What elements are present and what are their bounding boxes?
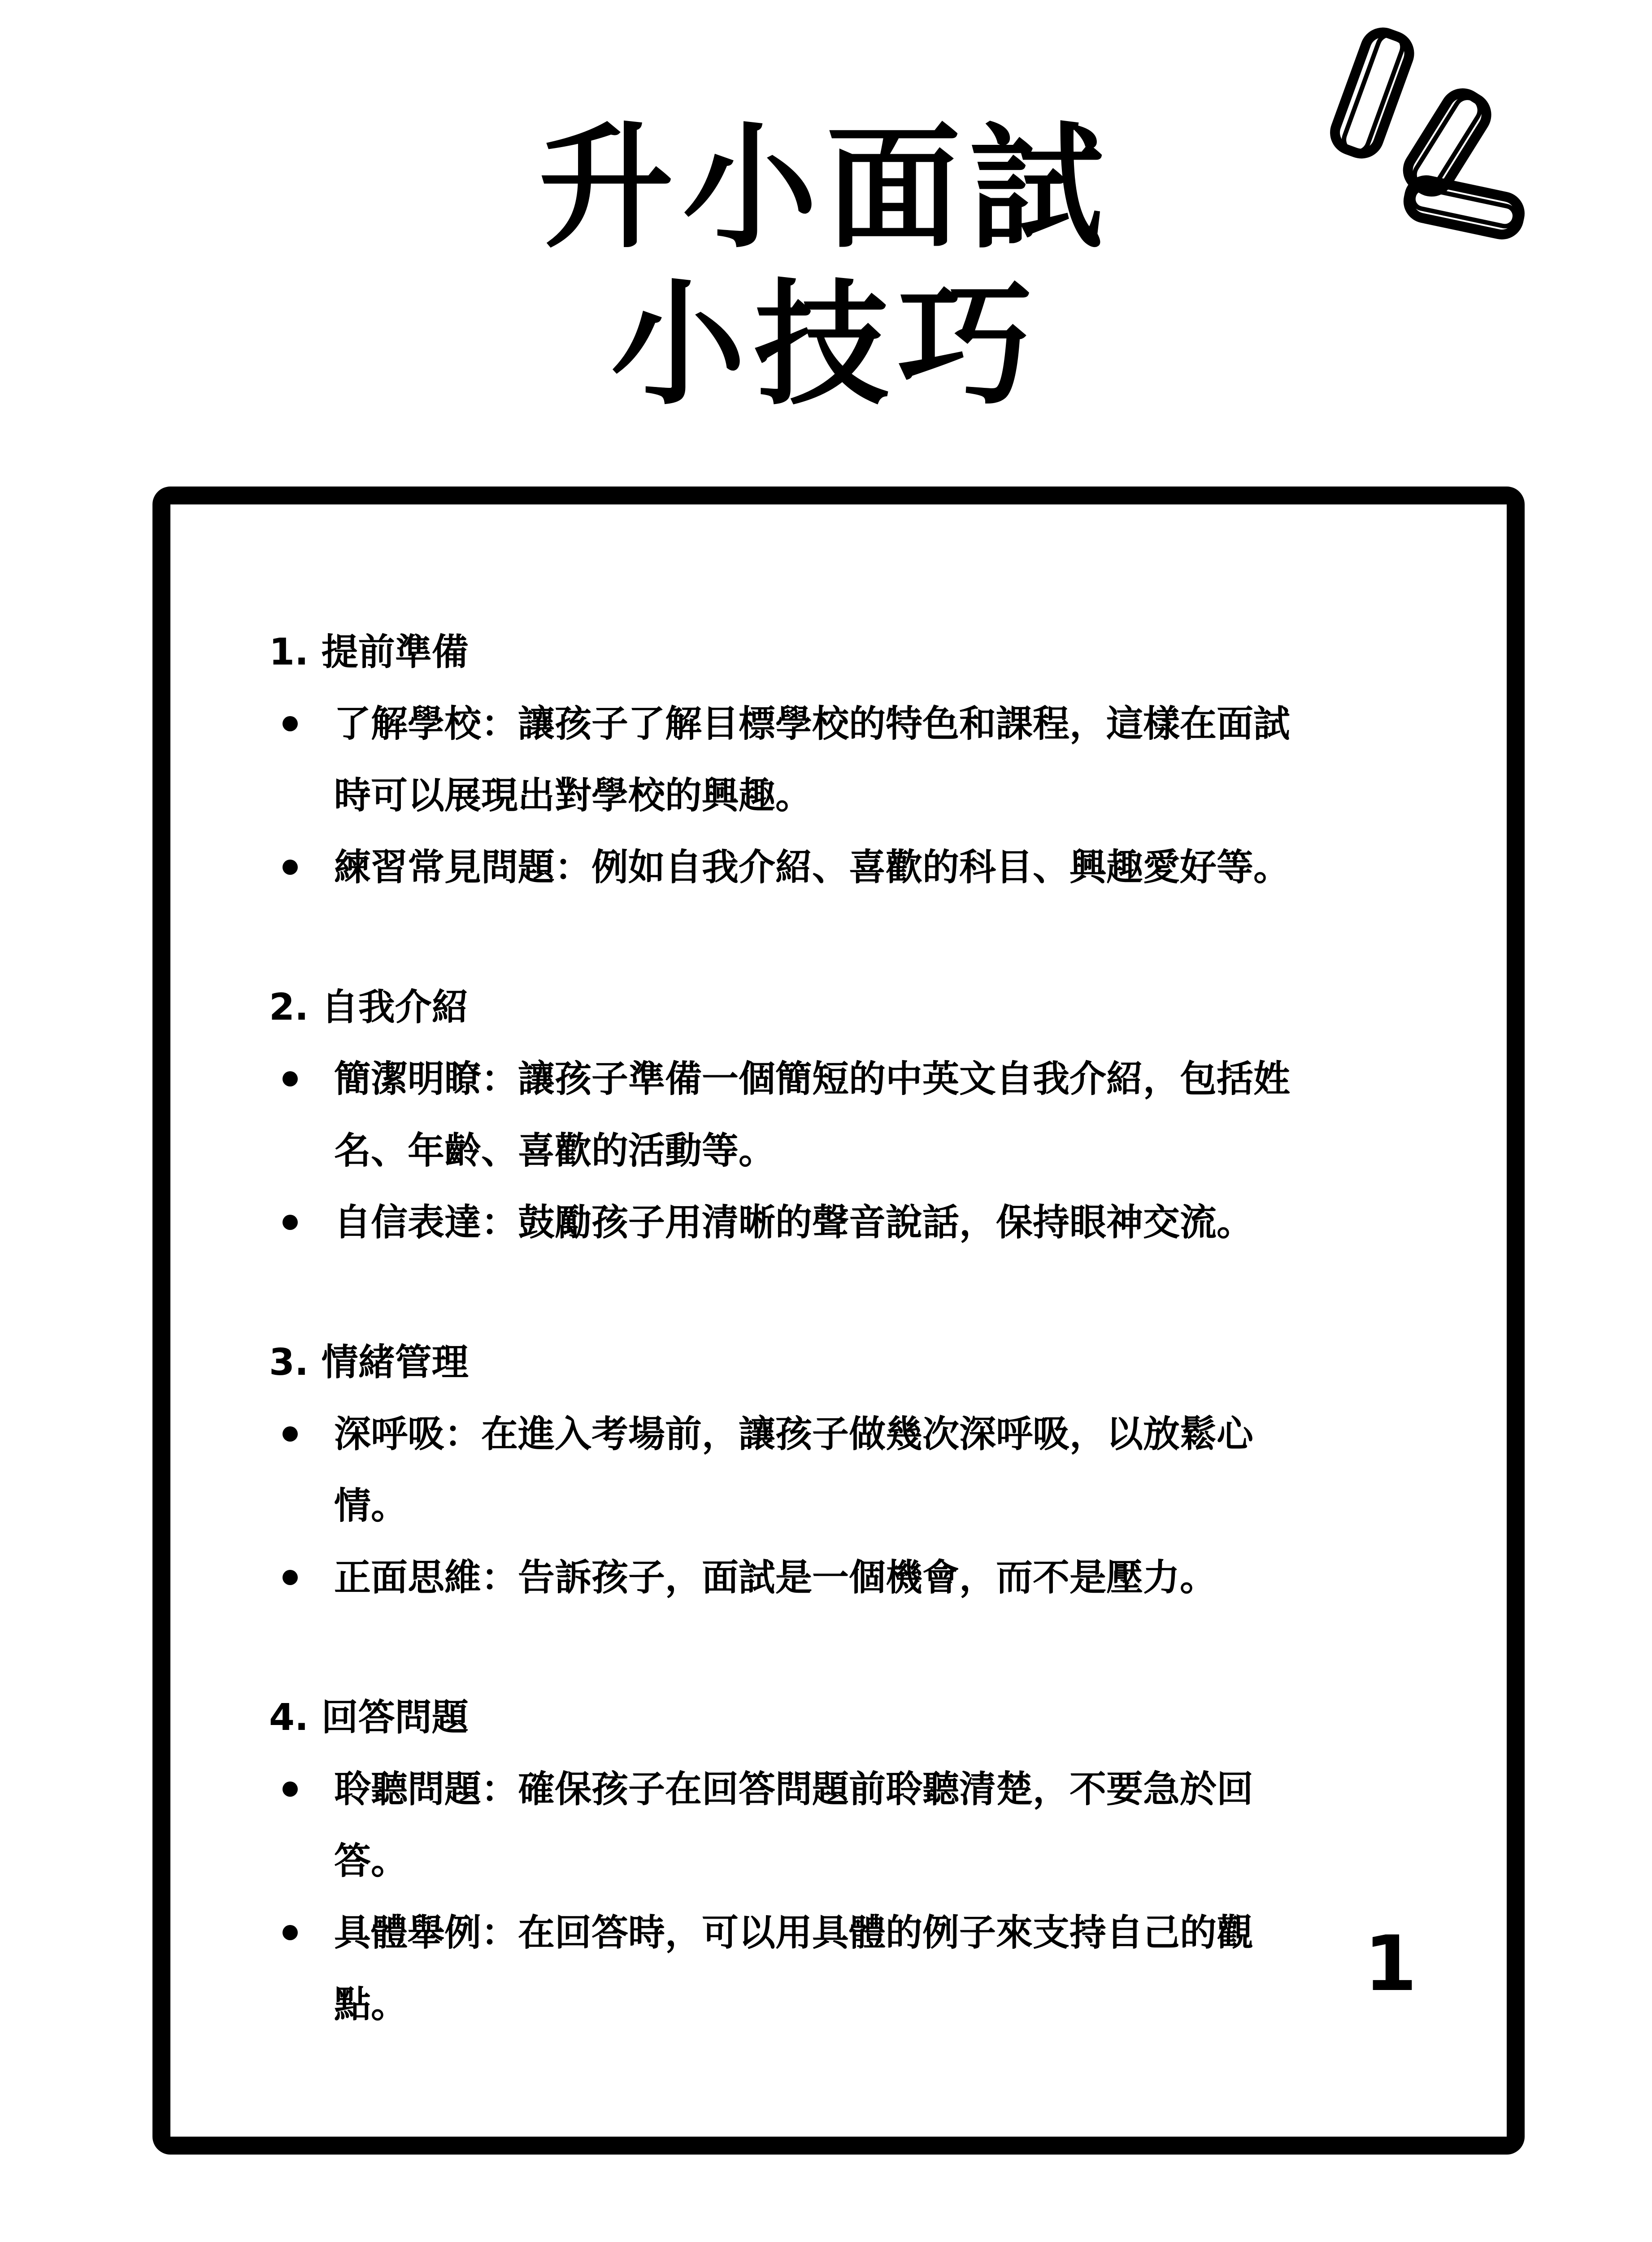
tips-section: [265, 1682, 1448, 2041]
tip-text-line: 點。: [334, 1983, 408, 2026]
tip-text-line: 具體舉例：在回答時，可以用具體的例子來支持自己的觀: [334, 1912, 1254, 1954]
tips-panel: [152, 487, 1525, 2155]
tip-item: [265, 832, 1448, 904]
tip-text-line: 聆聽問題：確保孩子在回答問題前聆聽清楚，不要急於回: [334, 1768, 1254, 1811]
tip-item: [265, 1043, 1448, 1187]
tip-item: [265, 1399, 1448, 1542]
tips-section: [265, 617, 1448, 904]
page-title-line-2: 小技巧: [611, 267, 1041, 423]
section-heading: 3. 情緒管理: [269, 1341, 469, 1384]
sparkle-decoration-icon: [0, 0, 1652, 314]
section-heading: 4. 回答問題: [269, 1696, 469, 1739]
tips-list: [265, 617, 1448, 2041]
tip-text-line: 情。: [334, 1485, 408, 1527]
bullet-dot-icon: [283, 1426, 298, 1442]
bullet-dot-icon: [283, 1925, 298, 1940]
tips-section: [265, 1327, 1448, 1614]
bullet-dot-icon: [283, 860, 298, 875]
tips-section: [265, 972, 1448, 1259]
page-title-line-1: 升小面試: [539, 110, 1113, 266]
tip-text-line: 練習常見問題：例如自我介紹、喜歡的科目、興趣愛好等。: [334, 846, 1291, 889]
bullet-dot-icon: [283, 1215, 298, 1230]
section-heading: 1. 提前準備: [269, 631, 469, 673]
tip-text-line: 名、年齡、喜歡的活動等。: [334, 1130, 776, 1172]
tip-item: [265, 688, 1448, 832]
tip-item: [265, 1897, 1448, 2041]
bullet-dot-icon: [283, 1781, 298, 1797]
tip-text-line: 正面思維：告訴孩子，面試是一個機會，而不是壓力。: [334, 1556, 1217, 1599]
tip-item: [265, 1542, 1448, 1614]
tip-item: [265, 1754, 1448, 1897]
bullet-dot-icon: [283, 1071, 298, 1086]
section-heading: 2. 自我介紹: [269, 986, 469, 1029]
tip-text-line: 自信表達：鼓勵孩子用清晰的聲音說話，保持眼神交流。: [334, 1201, 1254, 1244]
tip-text-line: 時可以展現出對學校的興趣。: [334, 774, 813, 817]
tip-item: [265, 1187, 1448, 1259]
bullet-dot-icon: [283, 1570, 298, 1585]
tip-text-line: 答。: [334, 1840, 408, 1882]
page-number: 1: [1364, 1920, 1417, 2008]
tip-text-line: 了解學校：讓孩子了解目標學校的特色和課程，這樣在面試: [334, 703, 1291, 745]
bullet-dot-icon: [283, 716, 298, 731]
tip-text-line: 簡潔明瞭：讓孩子準備一個簡短的中英文自我介紹，包括姓: [334, 1058, 1291, 1100]
tip-text-line: 深呼吸：在進入考場前，讓孩子做幾次深呼吸，以放鬆心: [334, 1413, 1254, 1456]
